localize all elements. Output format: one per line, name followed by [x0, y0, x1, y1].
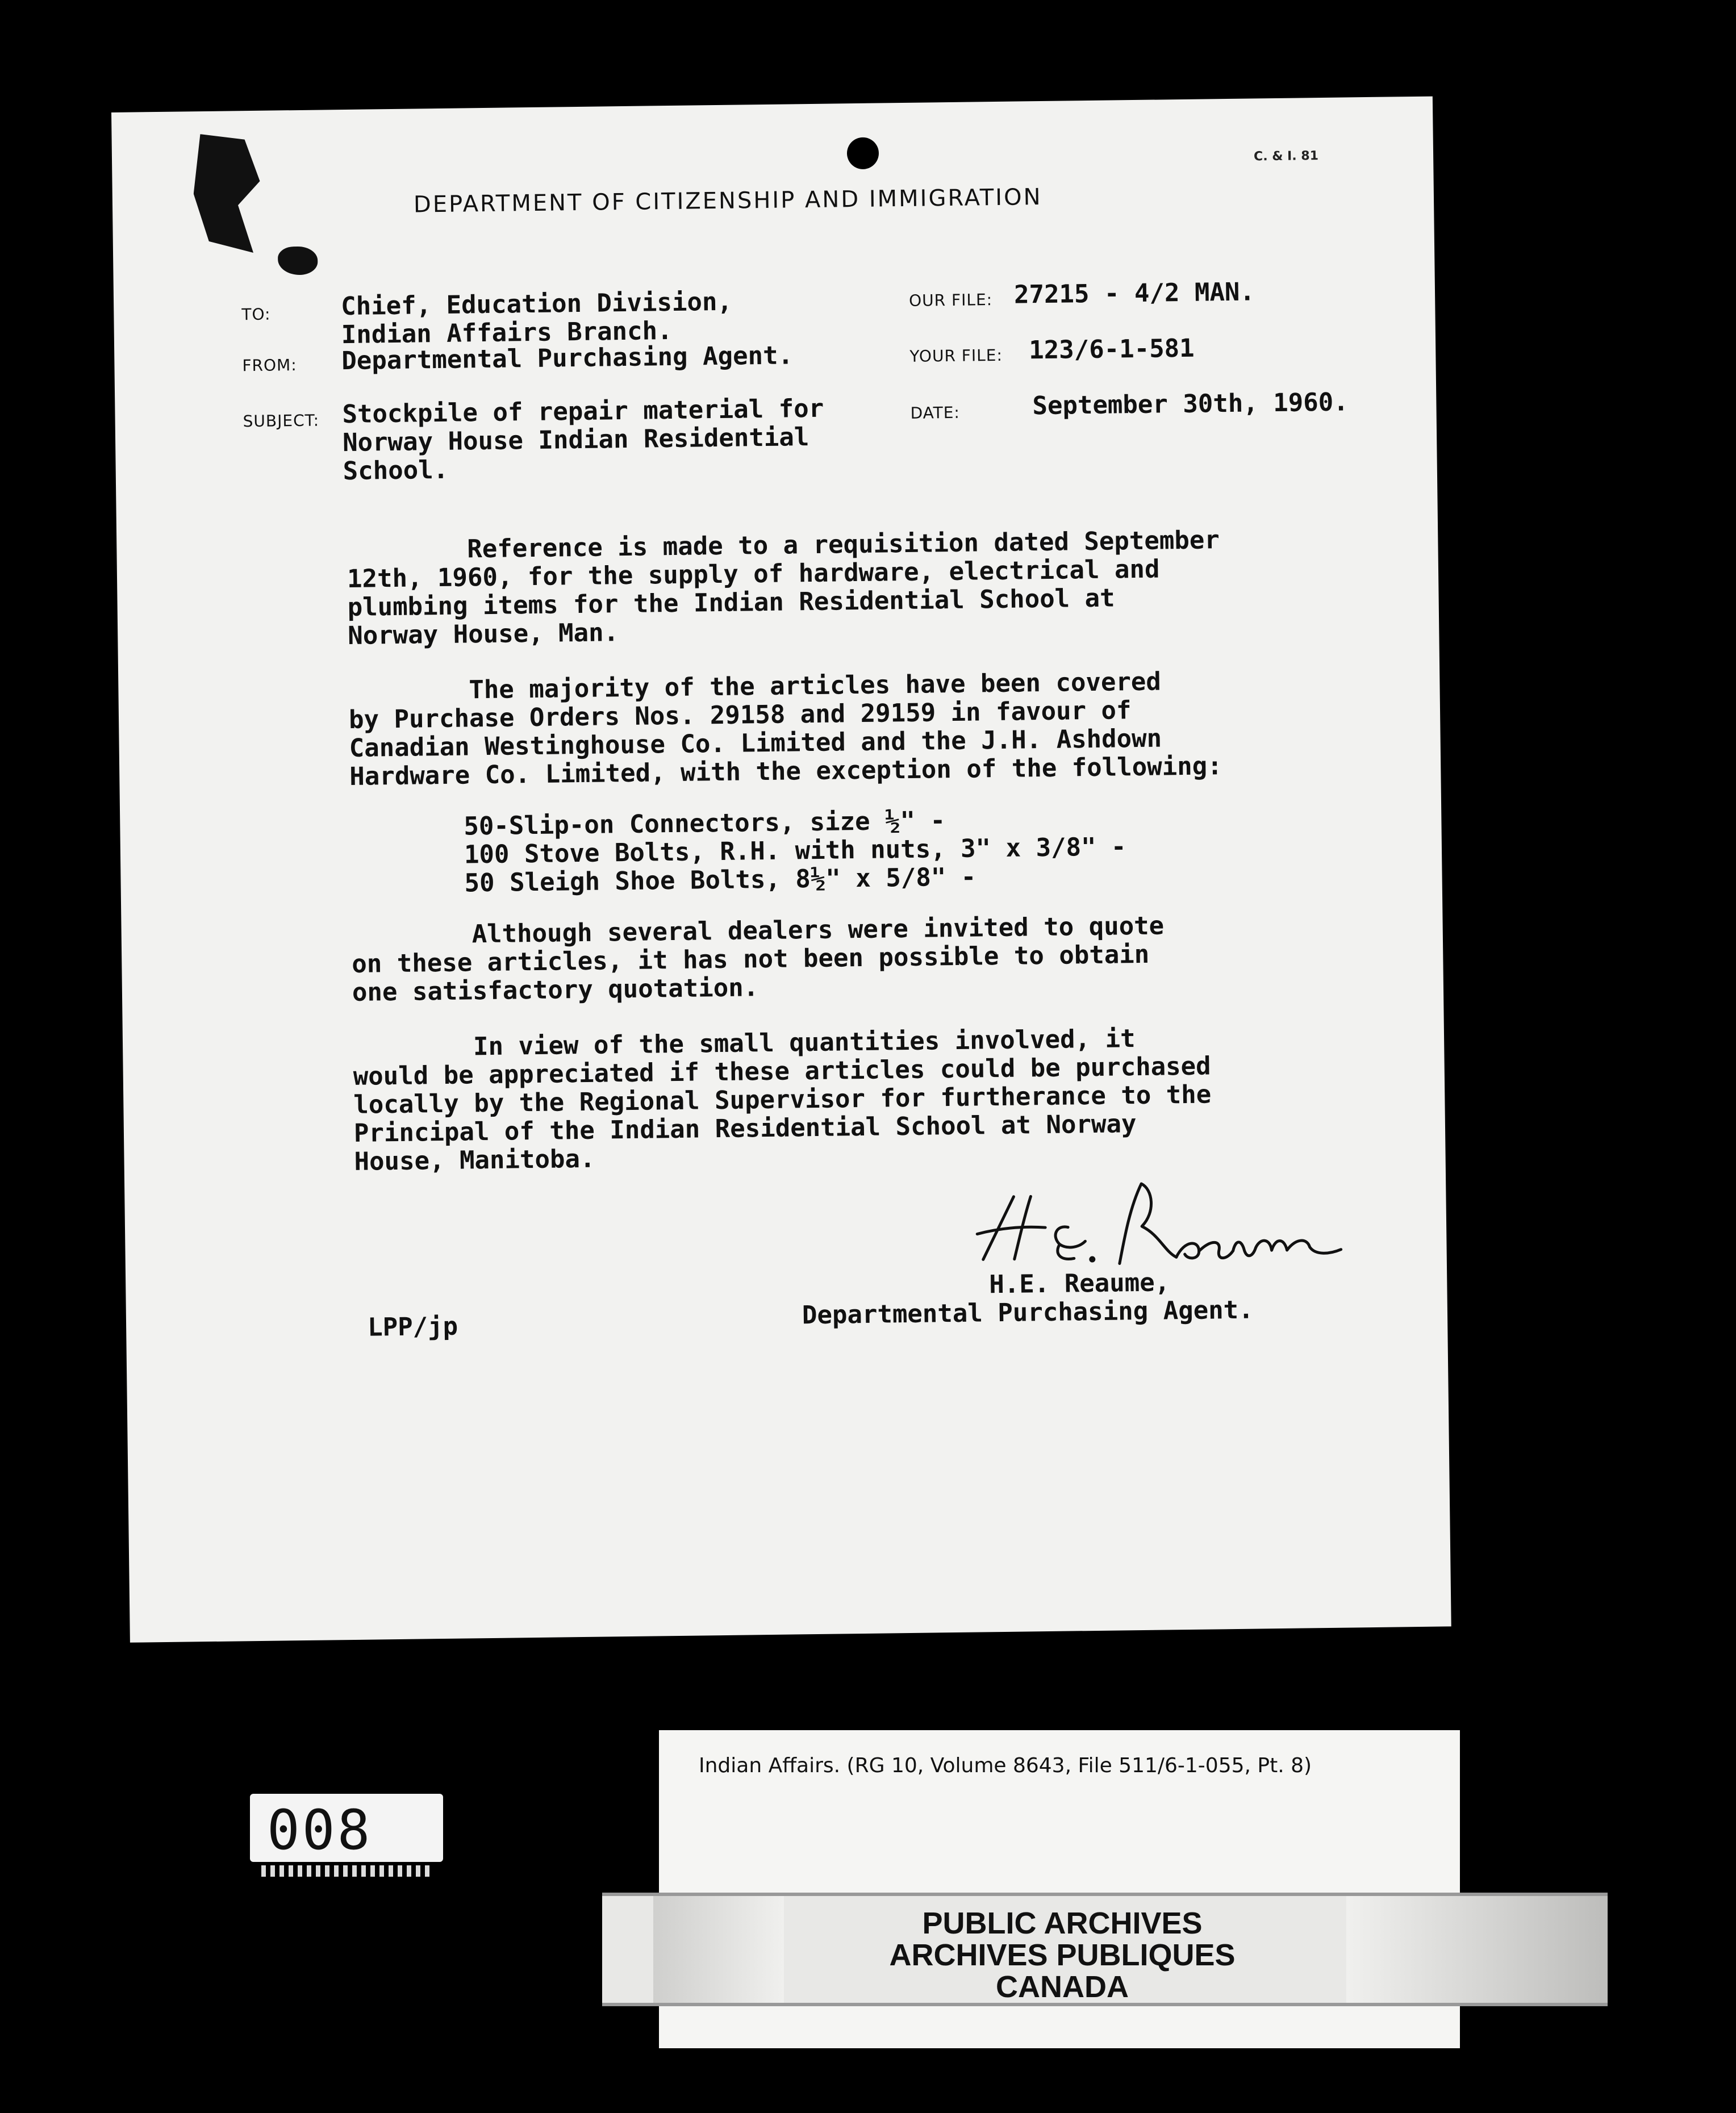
- your-file-label: YOUR FILE:: [909, 345, 1003, 366]
- stamp-line: PUBLIC ARCHIVES: [922, 1906, 1203, 1940]
- body-line: Hardware Co. Limited, with the exception of the following:: [349, 751, 1222, 791]
- body-line: The majority of the articles have been covered: [348, 667, 1162, 706]
- body-line: Canadian Westinghouse Co. Limited and the J.H. Ashdown: [349, 724, 1162, 763]
- stamp-line: ARCHIVES PUBLIQUES: [889, 1938, 1236, 1972]
- body-line: on these articles, it has not been possible to obtain: [352, 939, 1150, 979]
- body-paragraph-1: [347, 526, 1221, 650]
- signer-title: Departmental Purchasing Agent.: [802, 1295, 1254, 1330]
- our-file-label: OUR FILE:: [908, 290, 993, 310]
- body-line: Principal of the Indian Residential School at Norway: [353, 1109, 1137, 1148]
- department-heading: DEPARTMENT OF CITIZENSHIP AND IMMIGRATION: [413, 183, 1042, 218]
- body-line: plumbing items for the Indian Residential School at: [347, 583, 1115, 622]
- torn-corner-mark: [185, 133, 261, 254]
- date-label: DATE:: [910, 403, 961, 423]
- handwritten-signature: [959, 1170, 1347, 1283]
- archive-reference: Indian Affairs. (RG 10, Volume 8643, File 511/6-1-055, Pt. 8): [699, 1754, 1312, 1777]
- body-paragraph-2: [348, 667, 1222, 791]
- punch-hole: [847, 137, 879, 170]
- body-paragraph-3: [351, 912, 1165, 1007]
- subject-label: SUBJECT:: [243, 411, 320, 431]
- body-line: would be appreciated if these articles could be purchased: [353, 1051, 1211, 1091]
- form-code: C. & I. 81: [1253, 149, 1319, 164]
- body-line: by Purchase Orders Nos. 29158 and 29159 in favour of: [348, 696, 1132, 734]
- stamp-line: CANADA: [996, 1970, 1129, 2004]
- date-value: September 30th, 1960.: [1032, 387, 1349, 421]
- public-archives-stamp: [812, 1907, 1312, 2003]
- band-shading: [653, 1896, 784, 2003]
- frame-counter: [250, 1794, 443, 1862]
- letter-page: [111, 97, 1451, 1643]
- from-value: Departmental Purchasing Agent.: [341, 341, 794, 376]
- typist-initials: LPP/jp: [367, 1312, 458, 1342]
- from-label: FROM:: [242, 356, 297, 375]
- body-line: Norway House, Man.: [347, 618, 619, 650]
- subject-line-3: School.: [343, 455, 449, 486]
- body-line: House, Manitoba.: [354, 1144, 595, 1176]
- ink-blot-mark: [278, 247, 318, 275]
- body-line: Although several dealers were invited to quote: [351, 911, 1165, 950]
- to-line-1: Chief, Education Division,: [340, 287, 733, 321]
- your-file-value: 123/6-1-581: [1028, 333, 1195, 365]
- list-item: 50-Slip-on Connectors, size ½" -: [464, 806, 946, 841]
- list-item: 50 Sleigh Shoe Bolts, 8½" x 5/8" -: [464, 862, 976, 898]
- body-line: Reference is made to a requisition dated September: [347, 525, 1220, 565]
- subject-line-2: Norway House Indian Residential: [342, 423, 809, 458]
- body-line: 12th, 1960, for the supply of hardware, electrical and: [347, 554, 1160, 594]
- frame-number: 008: [267, 1798, 373, 1862]
- band-shading: [1346, 1896, 1608, 2003]
- body-paragraph-4: [353, 1024, 1212, 1176]
- film-sprocket-marks: [261, 1865, 432, 1877]
- body-line: locally by the Regional Supervisor for furtherance to the: [353, 1080, 1212, 1120]
- subject-line-1: Stockpile of repair material for: [342, 394, 824, 429]
- item-list: [464, 804, 1126, 897]
- to-line-2: Indian Affairs Branch.: [341, 316, 673, 350]
- to-label: TO:: [241, 304, 271, 324]
- body-line: one satisfactory quotation.: [352, 973, 759, 1007]
- body-line: In view of the small quantities involved, it: [352, 1024, 1136, 1063]
- list-item: 100 Stove Bolts, R.H. with nuts, 3" x 3/8" -: [464, 832, 1126, 870]
- signer-name: H.E. Reaume,: [989, 1268, 1170, 1300]
- our-file-value: 27215 - 4/2 MAN.: [1013, 277, 1255, 310]
